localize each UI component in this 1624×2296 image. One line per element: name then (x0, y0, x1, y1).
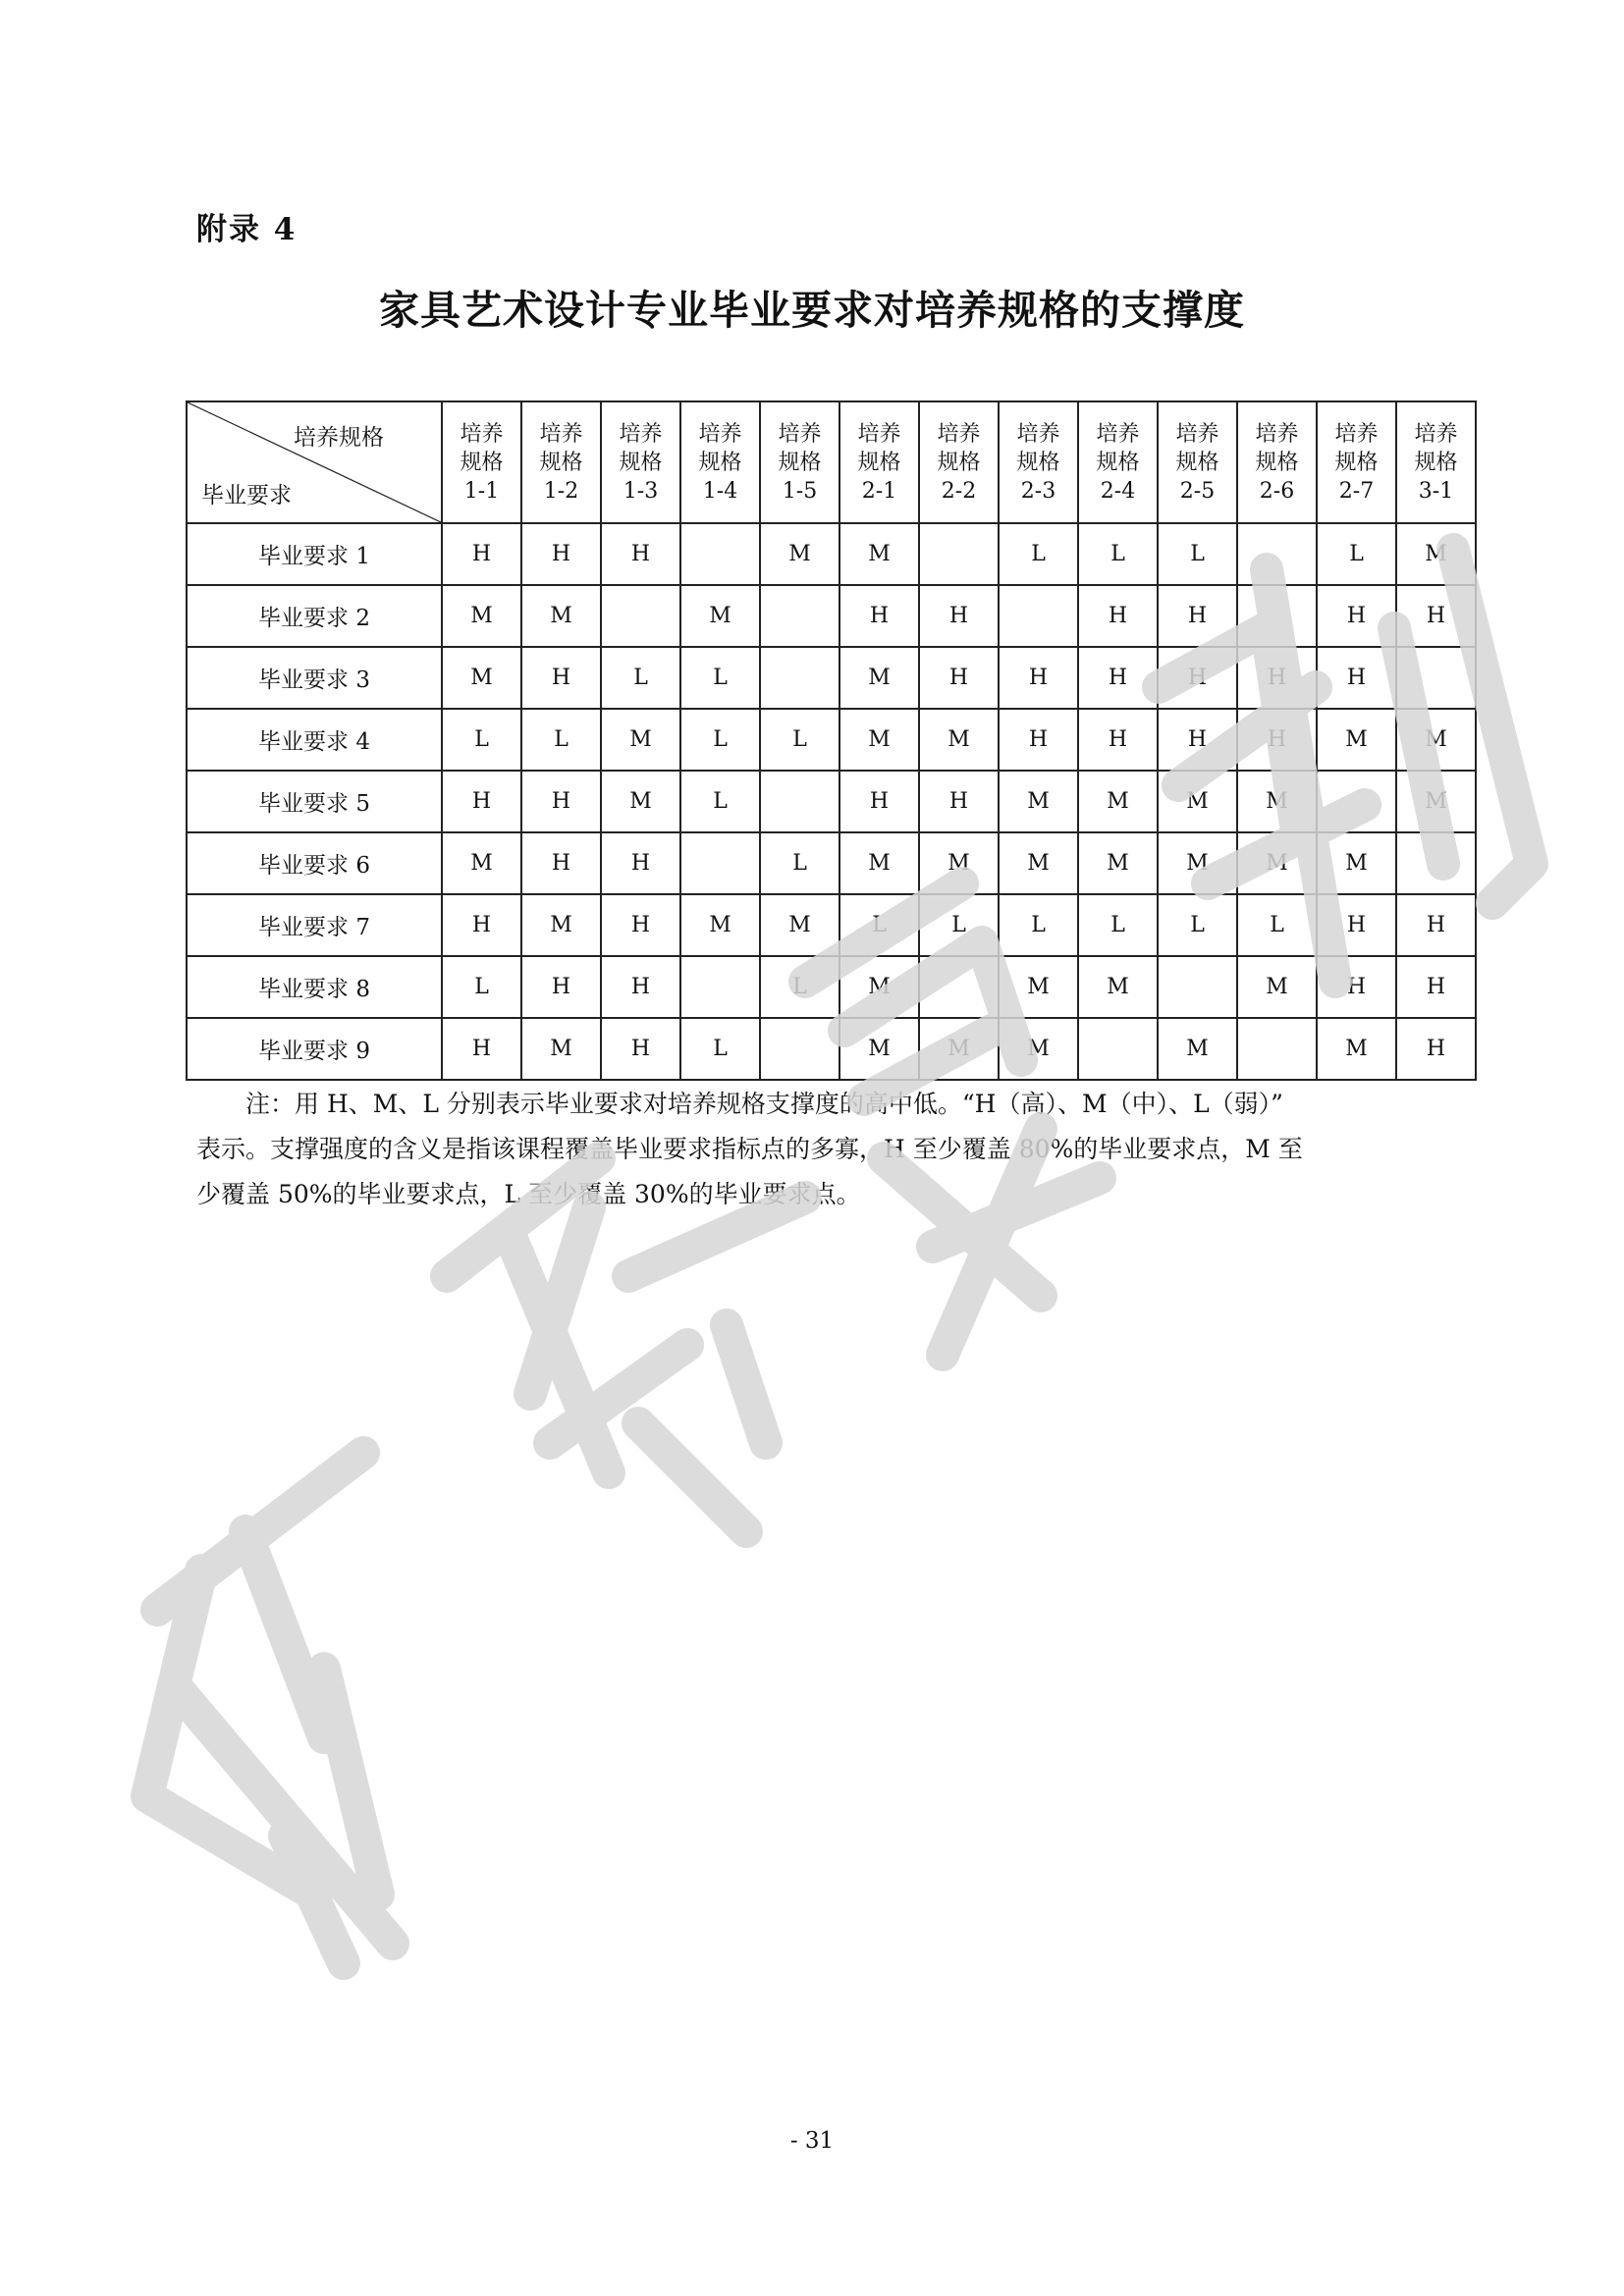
column-label: 培养 (1016, 421, 1060, 447)
table-header-row (187, 401, 1476, 523)
column-code: 2-5 (1179, 478, 1216, 504)
support-level-cell: M (1317, 832, 1396, 894)
support-level-cell: M (601, 771, 680, 832)
support-level-cell: H (442, 894, 521, 956)
support-level-cell: M (1237, 956, 1317, 1018)
support-level-cell: L (760, 832, 839, 894)
support-level-cell: M (919, 709, 999, 771)
support-level-cell: L (680, 1018, 760, 1080)
column-header (442, 401, 521, 523)
column-label: 规格 (1255, 450, 1299, 475)
column-header (1237, 401, 1317, 523)
support-level-cell: M (999, 771, 1078, 832)
support-level-cell: H (1078, 709, 1158, 771)
corner-label-rows: 毕业要求 (201, 483, 292, 508)
column-label: 规格 (619, 450, 663, 475)
corner-label-columns: 培养规格 (294, 425, 384, 451)
support-level-cell: L (1158, 894, 1237, 956)
column-code: 2-4 (1100, 478, 1136, 504)
column-label: 培养 (778, 421, 822, 447)
support-level-cell: M (1396, 523, 1476, 585)
support-level-cell: L (999, 894, 1078, 956)
note-line: 表示。支撑强度的含义是指该课程覆盖毕业要求指标点的多寡，H 至少覆盖 80%的毕业要求点，M 至 (196, 1135, 1303, 1163)
row-label: 毕业要求 5 (187, 771, 442, 832)
support-level-cell: H (442, 523, 521, 585)
support-level-cell: L (1317, 523, 1396, 585)
column-code: 1-4 (702, 478, 738, 504)
row-label: 毕业要求 6 (187, 832, 442, 894)
support-level-cell (1396, 647, 1476, 709)
table-row (187, 523, 1476, 585)
column-header (680, 401, 760, 523)
support-level-cell: H (1158, 709, 1237, 771)
column-header (1317, 401, 1396, 523)
support-level-cell: H (839, 771, 919, 832)
column-code: 2-6 (1259, 478, 1295, 504)
column-label: 规格 (539, 450, 583, 475)
support-level-cell: H (442, 771, 521, 832)
support-level-cell (1237, 585, 1317, 647)
table-row (187, 956, 1476, 1018)
column-label: 规格 (698, 450, 742, 475)
support-level-cell: H (999, 647, 1078, 709)
column-label: 培养 (1255, 421, 1299, 447)
column-label: 规格 (778, 450, 822, 475)
column-label: 规格 (1175, 450, 1219, 475)
support-level-cell: H (919, 647, 999, 709)
support-level-cell: M (1158, 1018, 1237, 1080)
support-level-cell: H (601, 832, 680, 894)
page-title: 家具艺术设计专业毕业要求对培养规格的支撑度 (379, 287, 1245, 334)
column-header (999, 401, 1078, 523)
support-level-cell (760, 647, 839, 709)
support-level-cell: L (601, 647, 680, 709)
support-level-cell (999, 585, 1078, 647)
support-level-cell: M (1078, 771, 1158, 832)
column-code: 2-3 (1020, 478, 1056, 504)
column-header (1158, 401, 1237, 523)
support-level-cell: L (760, 709, 839, 771)
support-level-cell: H (919, 771, 999, 832)
table-row (187, 709, 1476, 771)
column-code: 3-1 (1418, 478, 1454, 504)
support-level-cell (680, 832, 760, 894)
table-note (196, 1082, 1473, 1217)
table-row (187, 894, 1476, 956)
support-matrix-table (186, 400, 1477, 1081)
column-label: 培养 (857, 421, 901, 447)
support-level-cell: M (839, 709, 919, 771)
support-level-cell: M (521, 585, 601, 647)
support-level-cell (1078, 1018, 1158, 1080)
support-level-cell (760, 771, 839, 832)
support-level-cell: H (839, 585, 919, 647)
support-level-cell: H (521, 647, 601, 709)
support-level-cell: M (680, 894, 760, 956)
column-label: 培养 (1414, 421, 1458, 447)
support-level-cell: M (760, 894, 839, 956)
column-label: 规格 (460, 450, 504, 475)
support-level-cell: L (442, 709, 521, 771)
support-level-cell: H (1317, 647, 1396, 709)
support-level-cell: L (680, 709, 760, 771)
support-level-cell: H (1396, 1018, 1476, 1080)
table-corner-cell (187, 401, 442, 523)
support-level-cell: M (839, 647, 919, 709)
support-level-cell (1396, 832, 1476, 894)
support-level-cell: M (760, 523, 839, 585)
column-header (521, 401, 601, 523)
support-level-cell: H (1237, 709, 1317, 771)
support-level-cell: H (1317, 956, 1396, 1018)
column-header (760, 401, 839, 523)
support-level-cell: H (999, 709, 1078, 771)
support-level-cell (1237, 523, 1317, 585)
row-label: 毕业要求 1 (187, 523, 442, 585)
support-level-cell: M (919, 832, 999, 894)
support-level-cell: H (601, 523, 680, 585)
support-level-cell: M (601, 709, 680, 771)
support-level-cell: M (442, 647, 521, 709)
column-label: 规格 (1096, 450, 1140, 475)
support-level-cell: M (1158, 771, 1237, 832)
support-level-cell: M (1317, 1018, 1396, 1080)
column-label: 规格 (1016, 450, 1060, 475)
column-label: 培养 (698, 421, 742, 447)
support-level-cell: L (1078, 894, 1158, 956)
support-level-cell: L (999, 523, 1078, 585)
support-level-cell: M (839, 832, 919, 894)
support-level-cell: H (601, 894, 680, 956)
support-level-cell: M (1158, 832, 1237, 894)
support-level-cell: L (839, 894, 919, 956)
table-row (187, 832, 1476, 894)
column-label: 规格 (1414, 450, 1458, 475)
table-row (187, 585, 1476, 647)
column-label: 培养 (1175, 421, 1219, 447)
column-code: 2-7 (1338, 478, 1375, 504)
support-level-cell (919, 956, 999, 1018)
row-label: 毕业要求 4 (187, 709, 442, 771)
support-level-cell: L (1237, 894, 1317, 956)
support-level-cell: M (1317, 709, 1396, 771)
support-level-cell: H (1396, 585, 1476, 647)
column-label: 培养 (1096, 421, 1140, 447)
support-level-cell: H (601, 1018, 680, 1080)
support-level-cell: L (442, 956, 521, 1018)
column-label: 培养 (539, 421, 583, 447)
page-number: - 31 (789, 2128, 835, 2154)
column-label: 培养 (619, 421, 663, 447)
support-level-cell: M (442, 585, 521, 647)
support-level-cell: H (601, 956, 680, 1018)
support-level-cell: M (521, 894, 601, 956)
row-label: 毕业要求 3 (187, 647, 442, 709)
column-header (601, 401, 680, 523)
support-level-cell (680, 523, 760, 585)
support-level-cell: H (521, 956, 601, 1018)
support-level-cell (919, 523, 999, 585)
column-label: 培养 (937, 421, 981, 447)
support-level-cell: M (1237, 832, 1317, 894)
support-level-cell: M (1078, 956, 1158, 1018)
support-level-cell: H (1317, 894, 1396, 956)
column-label: 规格 (857, 450, 901, 475)
support-level-cell: L (760, 956, 839, 1018)
support-level-cell: H (1158, 585, 1237, 647)
column-code: 2-1 (861, 478, 897, 504)
row-label: 毕业要求 2 (187, 585, 442, 647)
support-level-cell: L (1158, 523, 1237, 585)
column-label: 培养 (1334, 421, 1379, 447)
column-label: 培养 (460, 421, 504, 447)
row-label: 毕业要求 8 (187, 956, 442, 1018)
support-level-cell: M (1396, 709, 1476, 771)
support-level-cell (1317, 771, 1396, 832)
column-code: 1-2 (543, 478, 579, 504)
support-level-cell: H (919, 585, 999, 647)
table-body (187, 523, 1476, 1080)
column-header (1396, 401, 1476, 523)
support-level-cell: M (839, 956, 919, 1018)
column-header (1078, 401, 1158, 523)
support-level-cell: M (1078, 832, 1158, 894)
support-level-cell: L (680, 771, 760, 832)
support-level-cell: M (999, 956, 1078, 1018)
column-label: 规格 (937, 450, 981, 475)
support-level-cell: H (1396, 894, 1476, 956)
column-label: 规格 (1334, 450, 1379, 475)
support-level-cell (1158, 956, 1237, 1018)
column-code: 1-5 (782, 478, 818, 504)
column-code: 2-2 (941, 478, 977, 504)
row-label: 毕业要求 9 (187, 1018, 442, 1080)
support-level-cell: L (680, 647, 760, 709)
support-level-cell: H (1078, 585, 1158, 647)
support-level-cell: L (1078, 523, 1158, 585)
support-level-cell: H (521, 523, 601, 585)
support-level-cell: M (999, 832, 1078, 894)
support-level-cell: M (1396, 771, 1476, 832)
column-code: 1-3 (623, 478, 659, 504)
note-line: 注：用 H、M、L 分别表示毕业要求对培养规格支撑度的高中低。“H（高）、M（中）、L（弱）” (245, 1090, 1283, 1118)
support-level-cell: H (521, 832, 601, 894)
support-level-cell: L (521, 709, 601, 771)
support-level-cell (760, 585, 839, 647)
support-level-cell (680, 956, 760, 1018)
support-level-cell: H (1078, 647, 1158, 709)
support-level-cell: M (521, 1018, 601, 1080)
support-level-cell (601, 585, 680, 647)
support-level-cell: M (680, 585, 760, 647)
table-row (187, 771, 1476, 832)
support-level-cell: M (919, 1018, 999, 1080)
support-level-cell: H (1237, 647, 1317, 709)
support-level-cell: H (1317, 585, 1396, 647)
support-level-cell (1237, 1018, 1317, 1080)
row-label: 毕业要求 7 (187, 894, 442, 956)
support-level-cell: H (1396, 956, 1476, 1018)
appendix-label: 附录 4 (196, 212, 298, 247)
column-code: 1-1 (463, 478, 500, 504)
support-level-cell: M (839, 1018, 919, 1080)
support-level-cell: H (442, 1018, 521, 1080)
column-header (839, 401, 919, 523)
note-line: 少覆盖 50%的毕业要求点，L 至少覆盖 30%的毕业要求点。 (196, 1180, 861, 1208)
support-level-cell: H (521, 771, 601, 832)
support-level-cell: M (999, 1018, 1078, 1080)
column-header (919, 401, 999, 523)
support-level-cell (760, 1018, 839, 1080)
support-level-cell: M (1237, 771, 1317, 832)
support-level-cell: H (1158, 647, 1237, 709)
support-level-cell: M (442, 832, 521, 894)
support-level-cell: L (919, 894, 999, 956)
table-row (187, 647, 1476, 709)
table-row (187, 1018, 1476, 1080)
support-level-cell: M (839, 523, 919, 585)
